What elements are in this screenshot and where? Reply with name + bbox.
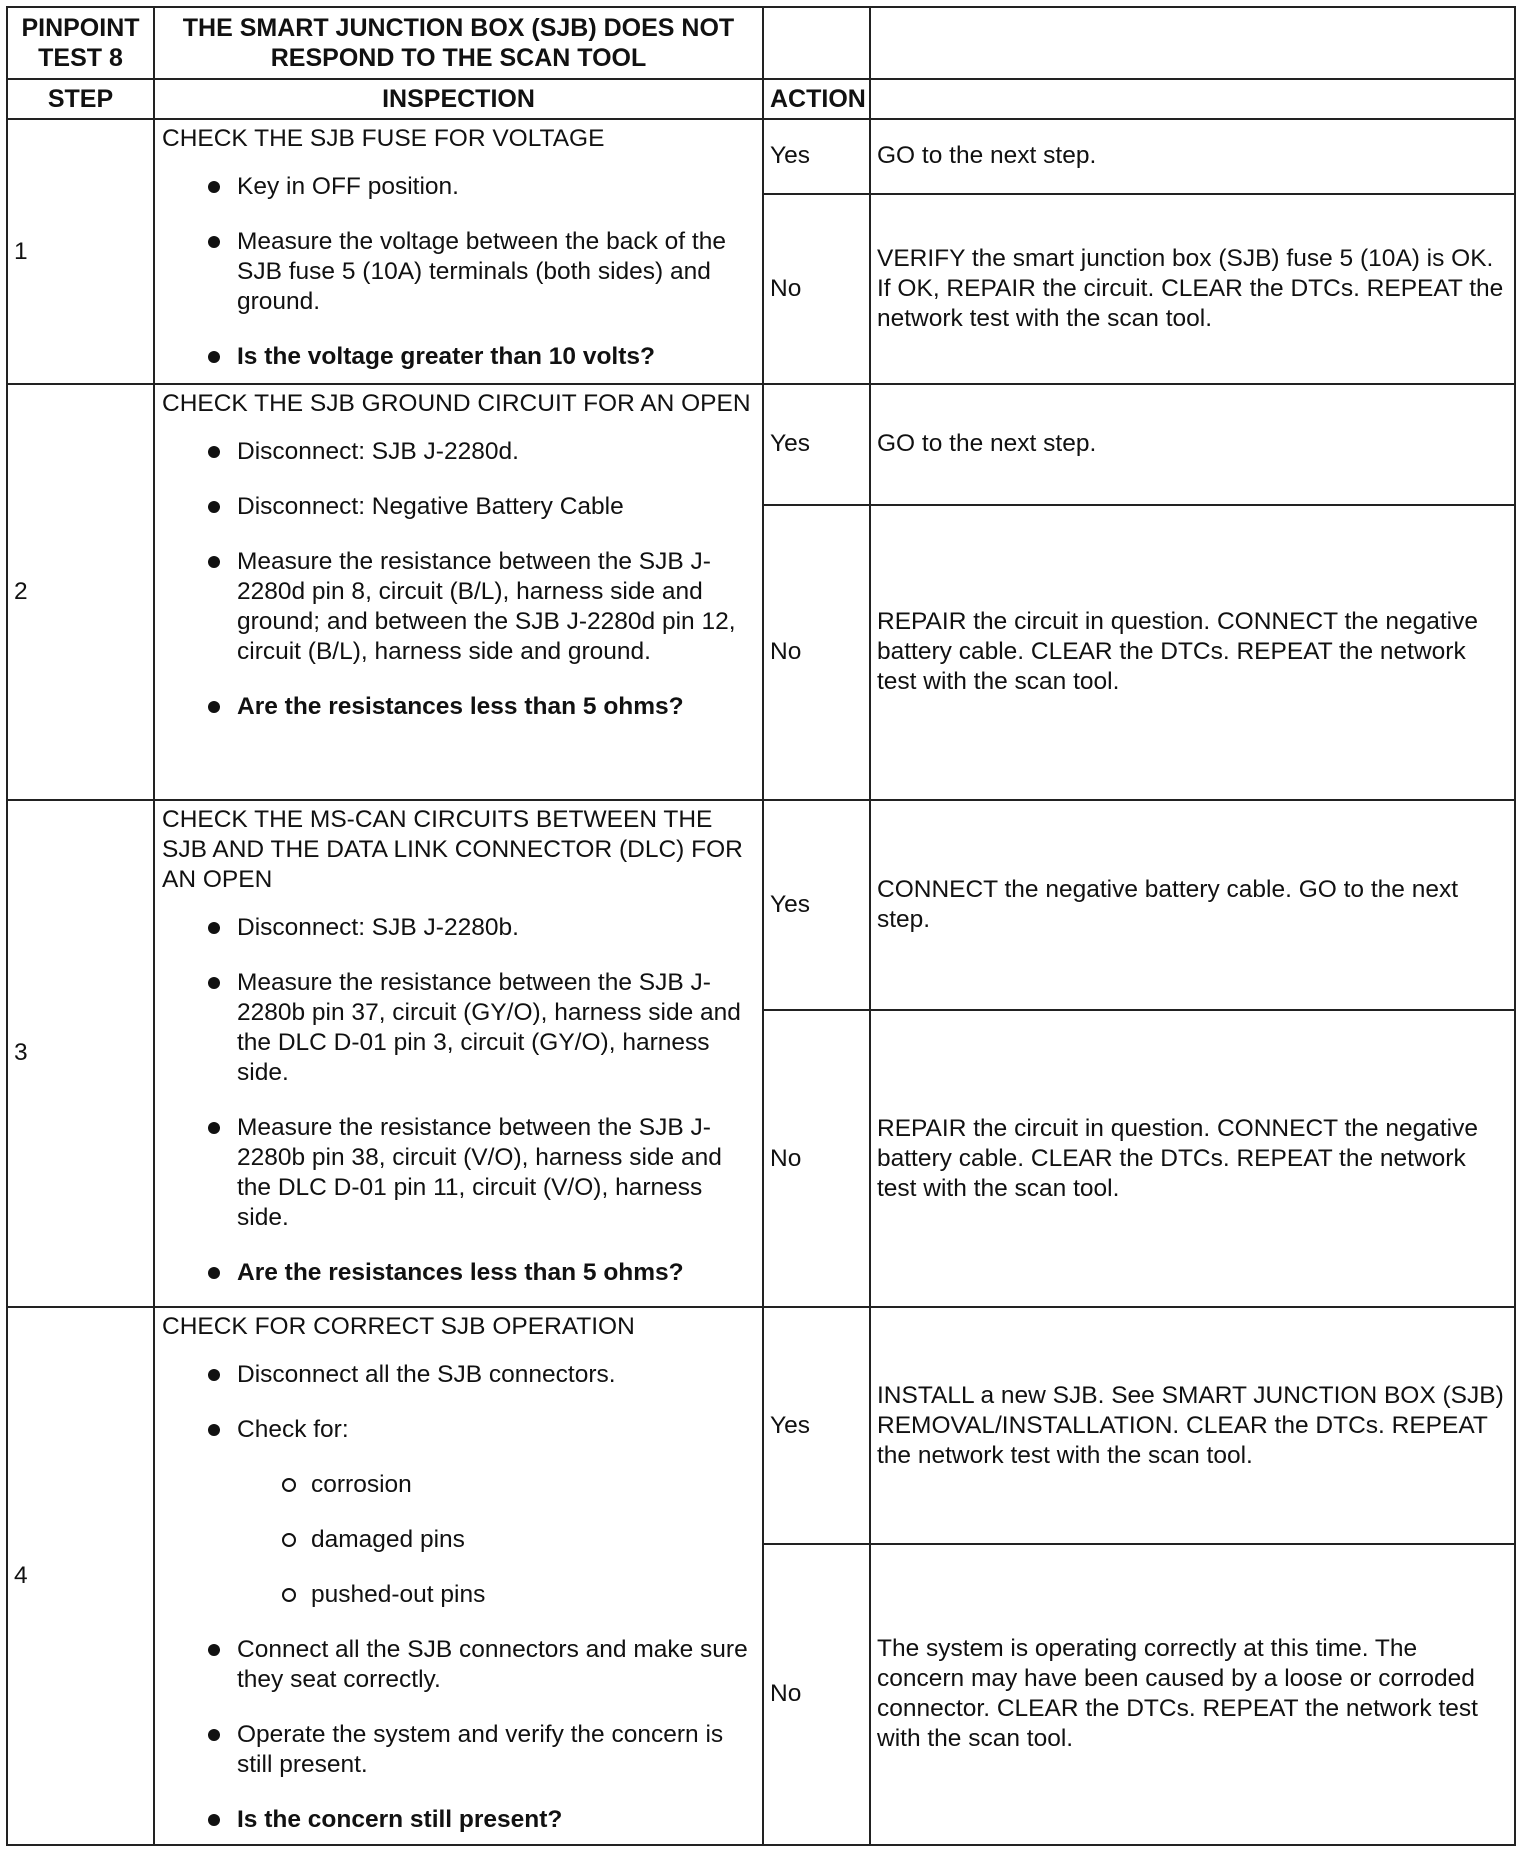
inspection-cell xyxy=(154,1307,763,1845)
answer-yes: Yes xyxy=(763,119,870,193)
inspection-subitem: damaged pins xyxy=(162,1525,754,1555)
header-blank-cell xyxy=(870,7,1515,79)
hollow-bullet-icon xyxy=(282,1478,296,1492)
action-no: The system is operating correctly at this time. The concern may have been caused by a loose or corroded connector. CLEAR the DTCs. REPEAT the network test with the scan tool. xyxy=(870,1544,1515,1845)
bullet-icon xyxy=(208,922,220,934)
inspection-question: Is the voltage greater than 10 volts? xyxy=(162,342,754,372)
column-header-inspection: INSPECTION xyxy=(154,79,763,119)
action-yes: GO to the next step. xyxy=(870,384,1515,504)
bullet-icon xyxy=(208,446,220,458)
action-yes: CONNECT the negative battery cable. GO to the next step. xyxy=(870,800,1515,1011)
test-title: THE SMART JUNCTION BOX (SJB) DOES NOT RESPOND TO THE SCAN TOOL xyxy=(154,7,763,79)
inspection-item: Key in OFF position. xyxy=(162,172,754,202)
bullet-icon xyxy=(208,501,220,513)
answer-no: No xyxy=(763,505,870,800)
hollow-bullet-icon xyxy=(282,1533,296,1547)
hollow-bullet-icon xyxy=(282,1588,296,1602)
header-blank-cell xyxy=(763,7,870,79)
inspection-item: Disconnect: Negative Battery Cable xyxy=(162,492,754,522)
action-yes: INSTALL a new SJB. See SMART JUNCTION BOX (SJB) REMOVAL/INSTALLATION. CLEAR the DTCs. REPEAT the network test with the scan tool. xyxy=(870,1307,1515,1544)
action-no: VERIFY the smart junction box (SJB) fuse 5 (10A) is OK. If OK, REPAIR the circuit. CLEAR the DTCs. REPEAT the network test with the scan tool. xyxy=(870,194,1515,385)
bullet-icon xyxy=(208,236,220,248)
step-number: 3 xyxy=(7,800,154,1308)
bullet-icon xyxy=(208,1814,220,1826)
step-number: 1 xyxy=(7,119,154,384)
inspection-item: Disconnect: SJB J-2280d. xyxy=(162,437,754,467)
bullet-icon xyxy=(208,1644,220,1656)
inspection-subitem: corrosion xyxy=(162,1470,754,1500)
bullet-icon xyxy=(208,351,220,363)
action-yes: GO to the next step. xyxy=(870,119,1515,193)
inspection-question: Are the resistances less than 5 ohms? xyxy=(162,692,754,722)
answer-yes: Yes xyxy=(763,1307,870,1544)
inspection-subitem: pushed-out pins xyxy=(162,1580,754,1610)
inspection-title: CHECK FOR CORRECT SJB OPERATION xyxy=(162,1313,635,1341)
bullet-icon xyxy=(208,1267,220,1279)
inspection-item: Measure the voltage between the back of the SJB fuse 5 (10A) terminals (both sides) and ground. xyxy=(162,227,754,317)
bullet-icon xyxy=(208,977,220,989)
inspection-title: CHECK THE SJB GROUND CIRCUIT FOR AN OPEN xyxy=(162,390,751,418)
bullet-icon xyxy=(208,1122,220,1134)
inspection-list xyxy=(162,1360,754,1835)
bullet-icon xyxy=(208,556,220,568)
bullet-icon xyxy=(208,1424,220,1436)
inspection-list xyxy=(162,437,754,722)
inspection-title: CHECK THE SJB FUSE FOR VOLTAGE xyxy=(162,125,605,153)
inspection-cell xyxy=(154,384,763,799)
action-no: REPAIR the circuit in question. CONNECT the negative battery cable. CLEAR the DTCs. REPEAT the network test with the scan tool. xyxy=(870,1010,1515,1307)
answer-yes: Yes xyxy=(763,384,870,504)
inspection-title: CHECK THE MS-CAN CIRCUITS BETWEEN THE SJB AND THE DATA LINK CONNECTOR (DLC) FOR AN OPEN xyxy=(162,805,743,893)
inspection-cell xyxy=(154,800,763,1308)
inspection-item: Check for: xyxy=(162,1415,754,1445)
step-number: 4 xyxy=(7,1307,154,1845)
inspection-question: Is the concern still present? xyxy=(162,1805,754,1835)
column-header-step: STEP xyxy=(7,79,154,119)
bullet-icon xyxy=(208,181,220,193)
inspection-item: Measure the resistance between the SJB J-2280b pin 38, circuit (V/O), harness side and the DLC D-01 pin 11, circuit (V/O), harness side. xyxy=(162,1113,754,1233)
column-header-blank xyxy=(870,79,1515,119)
test-label: PINPOINT TEST 8 xyxy=(7,7,154,79)
answer-no: No xyxy=(763,194,870,385)
inspection-item: Operate the system and verify the concern is still present. xyxy=(162,1720,754,1780)
inspection-item: Disconnect: SJB J-2280b. xyxy=(162,913,754,943)
bullet-icon xyxy=(208,1369,220,1381)
bullet-icon xyxy=(208,1729,220,1741)
inspection-item: Disconnect all the SJB connectors. xyxy=(162,1360,754,1390)
inspection-list xyxy=(162,913,754,1288)
pinpoint-test-table xyxy=(6,6,1516,1846)
answer-no: No xyxy=(763,1544,870,1845)
answer-no: No xyxy=(763,1010,870,1307)
step-number: 2 xyxy=(7,384,154,799)
inspection-list xyxy=(162,172,754,372)
inspection-item: Connect all the SJB connectors and make sure they seat correctly. xyxy=(162,1635,754,1695)
inspection-cell xyxy=(154,119,763,384)
column-header-action: ACTION xyxy=(763,79,870,119)
inspection-question: Are the resistances less than 5 ohms? xyxy=(162,1258,754,1288)
action-no: REPAIR the circuit in question. CONNECT the negative battery cable. CLEAR the DTCs. REPEAT the network test with the scan tool. xyxy=(870,505,1515,800)
inspection-item: Measure the resistance between the SJB J-2280b pin 37, circuit (GY/O), harness side and the DLC D-01 pin 3, circuit (GY/O), harness side. xyxy=(162,968,754,1088)
answer-yes: Yes xyxy=(763,800,870,1011)
inspection-item: Measure the resistance between the SJB J-2280d pin 8, circuit (B/L), harness side and ground; and between the SJB J-2280d pin 12, circuit (B/L), harness side and ground. xyxy=(162,547,754,667)
bullet-icon xyxy=(208,701,220,713)
